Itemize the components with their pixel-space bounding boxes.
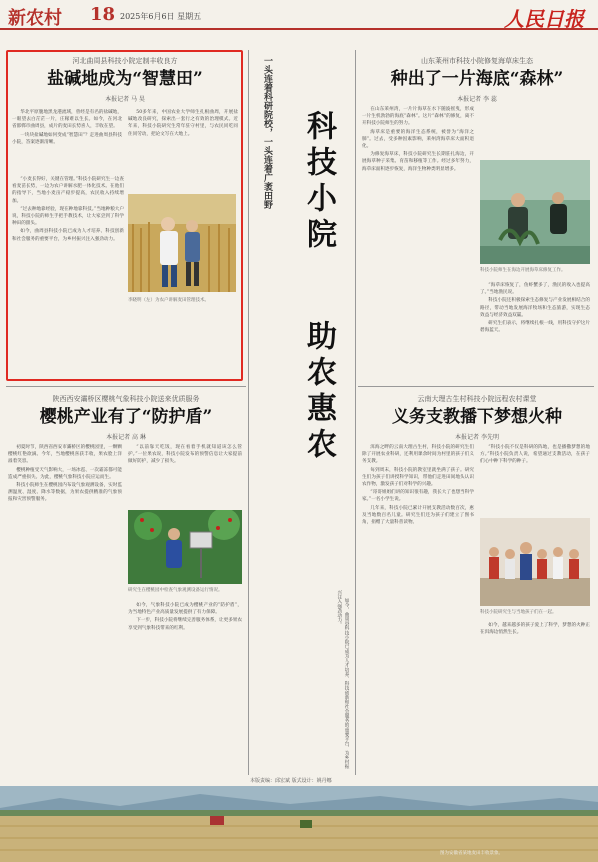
article-body-right	[480, 622, 590, 770]
paragraph: 每到周末，科技小院的教室里就坐满了孩子。研究生们为孩子们讲授科学知识，带他们走进田间地头认识农作物，激发孩子们对科学的兴趣。	[362, 467, 474, 488]
editor-credits: 本版责编：邱宏斌 版式设计：姚丹娜	[250, 778, 332, 784]
article-headline: 盐碱地成为“智慧田”	[47, 69, 203, 89]
article-byline: 本报记者 马 昊	[105, 96, 145, 103]
paragraph: “以前靠天吃饭，现在看着手机就知道该怎么管护。”一位果农说，科技小院发布的预警信息让大家提前做好防护，减少了损失。	[128, 445, 242, 465]
article-saline-land[interactable]	[12, 56, 238, 376]
article-body-left	[8, 444, 122, 770]
article-photo	[128, 194, 236, 292]
bottom-panorama-photo	[0, 786, 598, 862]
article-body-left	[362, 106, 474, 376]
article-kicker: 山东莱州市科技小院修复海草床生态	[421, 57, 533, 65]
paragraph: 研究生们表示，将继续扎根一线，用科技守护这片碧海蓝天。	[480, 321, 590, 334]
bottom-photo-caption: 图为安徽省某地麦田丰收景象。	[440, 851, 503, 856]
paragraph: “小麦长得好，关键在管理。”科技小院研究生一边查看麦苗长势，一边为农户讲解水肥一体化技术。在他们的指导下，当地小麦亩产稳步提高，农民收入持续增加。	[12, 177, 124, 204]
masthead	[0, 0, 598, 30]
article-body-left	[362, 444, 474, 770]
photo-caption: 科技小院师生在海边开展海草床修复工作。	[480, 268, 566, 273]
center-subtitle: 一头连着科研院校，一头连着广袤田野	[262, 56, 272, 209]
article-byline: 本报记者 高 琳	[106, 434, 146, 441]
paragraph: 初夏时节，陕西省西安市灞桥区的樱桃园里，一颗颗樱桃红艳欲滴。今年，当地樱桃喜获丰收，果农脸上洋溢着笑容。	[8, 445, 122, 465]
article-headline: 樱桃产业有了“防护盾”	[39, 407, 213, 427]
paragraph: 科技小院还积极探索生态修复与产业发展相结合的路径，带动当地发展海洋牧场和生态旅游，实现生态效益与经济效益双赢。	[480, 298, 590, 318]
paragraph: “科技小院不仅是科研的阵地，也是播撒梦想的地方。”科技小院负责人说，希望通过支教活动，在孩子们心中种下科学的种子。	[480, 445, 590, 465]
article-body-right-top	[128, 444, 242, 504]
paragraph: 如今，曲周县科技小院已成为人才培养、科技创新和社会服务的重要平台，为乡村振兴注入强劲动力。	[12, 229, 124, 242]
paragraph: 为修复海草床，科技小院研究生长期驻扎海边，开展海草种子采集、育苗和移植等工作。经过多年努力，海草床面积逐步恢复，海洋生物种类明显增多。	[362, 152, 474, 172]
center-title-part2: 助农惠农	[301, 320, 336, 464]
article-photo	[128, 510, 242, 584]
article-photo	[480, 518, 590, 606]
center-title-column	[252, 50, 352, 590]
paragraph: “哥哥姐姐们讲的知识很有趣，我长大了也想当科学家。”一名小学生说。	[362, 490, 474, 503]
paragraph: 如今，气象科技小院已成为樱桃产业的“防护盾”，为当地特色产业高质量发展提供了有力保障。	[128, 603, 242, 616]
paragraph: 下一步，科技小院将继续完善服务体系，让更多果农享受到气象科技带来的红利。	[128, 618, 242, 631]
article-body-left	[12, 176, 124, 372]
section-divider	[358, 386, 594, 387]
paragraph: 如今，越来越多的孩子爱上了科学，梦想的火种正在洱海边悄然生长。	[480, 623, 590, 636]
paragraph: “海草床恢复了，鱼虾蟹多了，渔民的收入也提高了。”当地渔民说。	[480, 283, 590, 296]
center-editorial-text	[258, 590, 350, 770]
paragraph: 洱海之畔的云南大理古生村，科技小院的研究生们除了开展农业科研，还利用课余时间为村里的孩子们义务支教。	[362, 445, 474, 465]
article-kicker: 云南大理古生村科技小院远程农村课堂	[417, 395, 537, 403]
article-kicker: 陕西西安灞桥区樱桃气象科技小院送来优质服务	[52, 395, 200, 403]
paragraph: 樱桃种植受天气影响大，一场冰雹、一次霜冻都可能造成严重损失。为此，樱桃气象科技小院应运而生。	[8, 467, 122, 480]
article-kicker: 河北曲周县科技小院定制丰收良方	[72, 57, 178, 65]
section-name: 新农村	[8, 8, 62, 29]
article-photo	[480, 160, 590, 264]
article-sea-forest[interactable]	[362, 56, 592, 381]
newspaper-name: 人民日报	[504, 7, 584, 31]
paragraph: 海草床是重要的海洋生态系统，被誉为“海洋之肺”。过去，受多种因素影响，莱州湾海草床大面积退化。	[362, 129, 474, 150]
article-byline: 本报记者 李 蕊	[457, 96, 497, 103]
article-body-right	[128, 602, 242, 770]
article-headline: 种出了一片海底“森林”	[390, 69, 564, 89]
article-body-right	[480, 282, 590, 376]
photo-caption: 李晓明（左）为农户讲解麦田管理技术。	[128, 298, 209, 303]
column-divider	[248, 50, 249, 775]
column-divider	[355, 50, 356, 775]
article-headline: 义务支教播下梦想火种	[392, 407, 562, 427]
paragraph: “过去种地靠经验，现在种地靠科技。”当地种粮大户说，科技小院的师生手把手教技术，让大家尝到了科学种田的甜头。	[12, 206, 124, 227]
paragraph: 一块块盐碱地如何变成“智慧田”？走进曲周县科技小院，答案逐渐清晰。	[12, 132, 122, 145]
article-body-right-top	[480, 444, 590, 514]
paragraph: 如今，曲周县科技小院已成为人才培养、科技创新和社会服务的重要平台，为乡村振兴注入强劲动力。	[336, 590, 349, 769]
photo-caption: 科技小院研究生与当地孩子们在一起。	[480, 610, 557, 615]
center-title-part1: 科技小院	[301, 110, 336, 254]
paragraph: 科技小院师生在樱桃园内布设气象观测设备，实时监测温度、湿度、降水等数据，为果农提供精准的气象预报和灾害预警服务。	[8, 483, 122, 503]
paragraph: 50多年来，中国农业大学师生扎根曲周，开展盐碱地改良研究，探索出一套行之有效的治理模式。近年来，科技小院研究生常年驻守村里，与农民同吃同住同劳动，把论文写在大地上。	[128, 110, 238, 137]
paragraph: 几年来，科技小院已累计开展支教活动数百次，惠及当地数百名儿童。研究生们还为孩子们建立了图书角，捐赠了大量科普读物。	[362, 505, 474, 526]
article-body-top	[12, 109, 238, 181]
publication-date: 2025年6月6日 星期五	[120, 12, 202, 21]
paragraph: 在山东莱州湾，一片片海草在水下随波摇曳，形成一片生机勃勃的海底“森林”。这片“森林”的修复，离不开科技小院师生的努力。	[362, 107, 474, 127]
section-divider	[6, 386, 246, 387]
photo-caption: 研究生在樱桃园中检查气象观测设备运行情况。	[128, 588, 223, 593]
article-byline: 本报记者 李先明	[455, 434, 499, 441]
page-number: 18	[90, 4, 116, 25]
article-cherry[interactable]	[8, 394, 244, 774]
paragraph: 华北平原腹地黑龙港流域，曾经是有名的盐碱地，一眼望去白茫茫一片，庄稼难以生长。如今，在河北省邯郸市曲周县，成片的麦田长势喜人，丰收在望。	[12, 110, 122, 130]
article-teaching[interactable]	[362, 394, 592, 774]
